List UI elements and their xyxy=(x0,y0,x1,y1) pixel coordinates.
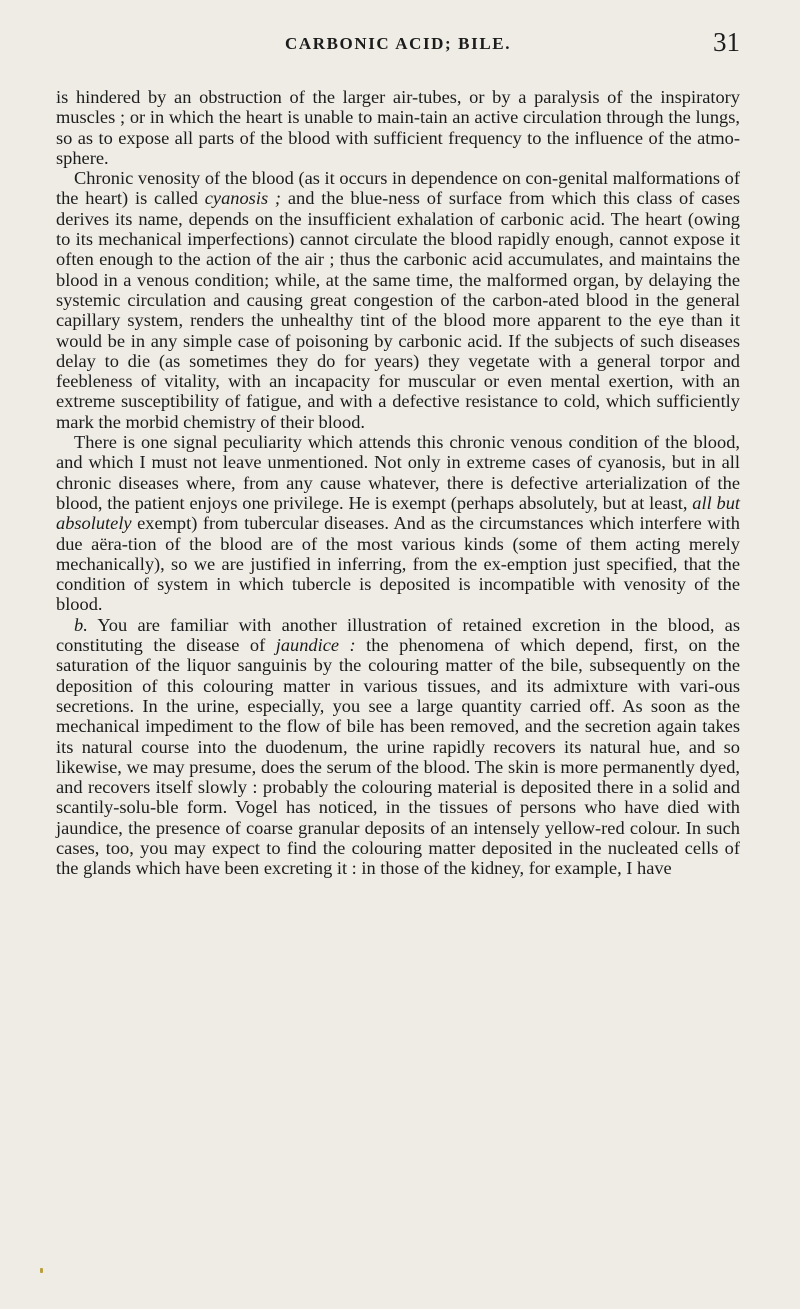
paper-blemish xyxy=(40,1268,43,1273)
running-title: CARBONIC ACID; BILE. xyxy=(284,34,512,53)
page-number: 31 xyxy=(713,27,740,57)
text-span: There is one signal peculiarity which attends this chronic venous condition of the blood, and which I must not leave unmentioned. Not only in extreme cases of cyanosis, but in all chronic diseases where, from any cause whatever, there is defective arterialization of the blood, the patient enjoys one privilege. He is exempt (perhaps absolutely, but at least, xyxy=(56,432,740,513)
italic-term: all but absolutely xyxy=(56,492,741,534)
paragraph-2 xyxy=(56,168,740,432)
text-span: the phenomena of which depend, first, on the saturation of the liquor sanguinis by the colouring matter of the bile, subsequently on the deposition of this colouring matter in various tissues, and its admixture with vari-ous secretions. In the urine, especially, you see a large quantity carried off. As soon as the mechanical impediment to the flow of bile has been removed, and the secretion again takes its natural course into the duodenum, the urine rapidly recovers its natural hue, and so likewise, we may presume, does the serum of the blood. The skin is more permanently dyed, and recovers itself slowly : probably the colouring material is deposited there in a solid and scantily-solu-ble form. Vogel has noticed, in the tissues of persons who have died with jaundice, the presence of coarse granular deposits of an intensely yellow-red colour. In such cases, too, you may expect to find the colouring matter deposited in the nucleated cells of the glands which have been excreting it : in those of the kidney, for example, I have xyxy=(56,635,740,879)
paragraph-3 xyxy=(56,432,740,615)
text-span: exempt) from tubercular diseases. And as the circumstances which interfere with due aëra-tion of the blood are of the most various kinds (some of them acting merely mechanically), so we are justified in inferring, from the ex-emption just specified, that the condition of system in which tubercle is deposited is incompatible with venosity of the blood. xyxy=(56,513,740,615)
page-header xyxy=(56,27,740,64)
text-span: is hindered by an obstruction of the larger air-tubes, or by a paralysis of the inspiratory muscles ; or in which the heart is unable to main-tain an active circulation through the lungs, so as to expose all parts of the blood with sufficient frequency to the influence of the atmo-sphere. xyxy=(56,87,740,168)
section-marker: b. xyxy=(74,614,88,635)
body-text xyxy=(56,87,740,879)
italic-term: jaundice : xyxy=(275,635,356,656)
text-span: Chronic venosity of the blood (as it occurs in dependence on con-genital malformations of the heart) is called xyxy=(56,168,740,209)
paragraph-4 xyxy=(56,615,740,879)
text-span: and the blue-ness of surface from which this class of cases derives its name, depends on the insufficient exhalation of carbonic acid. The heart (owing to its mechanical imperfections) cannot circulate the blood rapidly enough, cannot expose it often enough to the action of the air ; thus the carbonic acid accumulates, and maintains the blood in a venous condition; while, at the same time, the malformed organ, by delaying the systemic circulation and causing great congestion of the carbon-ated blood in the general capillary system, renders the unhealthy tint of the blood more apparent to the eye than it would be in any simple case of poisoning by carbonic acid. If the subjects of such diseases delay to die (as sometimes they do for years) they vegetate with a general torpor and feebleness of vitality, with an incapacity for muscular or even mental exertion, with an extreme susceptibility of fatigue, and with a defective resistance to cold, which sufficiently mark the morbid chemistry of their blood. xyxy=(56,188,740,432)
paragraph-1 xyxy=(56,87,740,168)
italic-term: cyanosis ; xyxy=(204,188,282,209)
text-span: You are familiar with another illustration of retained excretion in the blood, as constituting the disease of xyxy=(56,614,740,656)
